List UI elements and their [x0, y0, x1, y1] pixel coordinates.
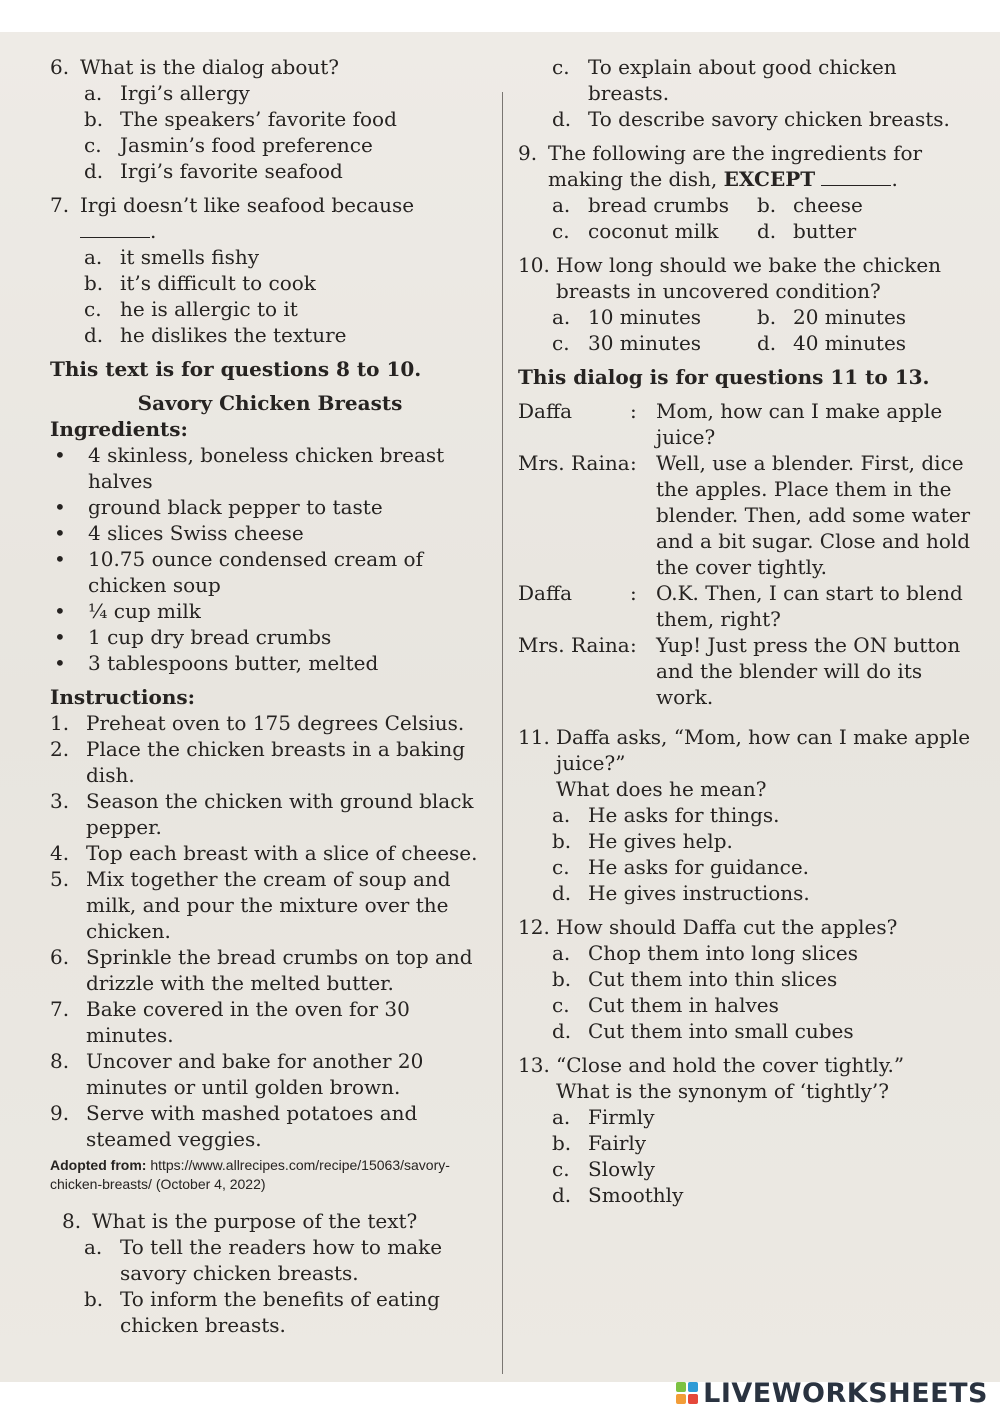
list-item: 8. Uncover and bake for another 20 minutes or until golden brown.	[50, 1049, 424, 1099]
list-item: • 3 tablespoons butter, melted	[54, 651, 379, 675]
dialog-line: Daffa : O.K. Then, I can start to blend them, right?	[518, 581, 963, 631]
liveworksheets-logo-icon	[676, 1382, 698, 1404]
option[interactable]: a. it smells fishy	[84, 245, 260, 269]
option[interactable]: a. Chop them into long slices	[552, 941, 859, 965]
option[interactable]: a. To tell the readers how to make savory chicken breasts.	[84, 1235, 443, 1285]
option[interactable]: a. 10 minutes	[552, 305, 702, 329]
list-item: 9. Serve with mashed potatoes and steamed veggies.	[50, 1101, 418, 1151]
option[interactable]: b. Cut them into thin slices	[552, 967, 838, 991]
question-text: “Close and hold the cover tightly.”	[556, 1053, 905, 1077]
option[interactable]: b. 20 minutes	[757, 305, 907, 329]
column-divider	[502, 92, 503, 1374]
dialog-line: Mrs. Raina : Yup! Just press the ON button and the blender will do its work.	[518, 633, 961, 709]
question-text: What is the purpose of the text?	[92, 1209, 418, 1233]
right-column	[518, 54, 976, 1208]
list-item: 4. Top each breast with a slice of cheese.	[50, 841, 478, 865]
list-item: 1. Preheat oven to 175 degrees Celsius.	[50, 711, 465, 735]
option[interactable]: b. it’s difficult to cook	[84, 271, 316, 295]
question-text: Irgi doesn’t like seafood because .	[80, 193, 415, 243]
recipe-intro: This text is for questions 8 to 10.	[50, 357, 422, 381]
question-6: 6. What is the dialog about? a. Irgi’s allergy b. The speakers’ favorite food c. Jasmin’s food preference d. Irgi’s favorite seafood	[50, 54, 490, 184]
dialog-line: Daffa : Mom, how can I make apple juice?	[518, 399, 943, 449]
question-11: 11. Daffa asks, “Mom, how can I make apple juice?” What does he mean? a. He asks for things. b. He gives help. c. He asks for guidance. d. He gives instructions.	[518, 724, 976, 906]
option[interactable]: b. cheese	[757, 193, 863, 217]
list-item: • 4 slices Swiss cheese	[54, 521, 304, 545]
question-text: Daffa asks, “Mom, how can I make apple juice?”	[556, 725, 971, 775]
list-item: 5. Mix together the cream of soup and milk, and pour the mixture over the chicken.	[50, 867, 451, 943]
question-text: The following are the ingredients for making the dish, EXCEPT .	[548, 141, 923, 191]
question-9: 9. The following are the ingredients for making the dish, EXCEPT . a. bread crumbs b. cheese c. coconut milk d. butter	[518, 140, 976, 244]
option[interactable]: d. Smoothly	[552, 1183, 684, 1207]
option[interactable]: d. Cut them into small cubes	[552, 1019, 854, 1043]
list-item: 3. Season the chicken with ground black pepper.	[50, 789, 474, 839]
option[interactable]: c. Cut them in halves	[552, 993, 779, 1017]
option[interactable]: c. Jasmin’s food preference	[84, 133, 373, 157]
option[interactable]: a. He asks for things.	[552, 803, 780, 827]
option[interactable]: d. He gives instructions.	[552, 881, 810, 905]
option[interactable]: d. To describe savory chicken breasts.	[552, 107, 950, 131]
list-item: • ¼ cup milk	[54, 599, 201, 623]
brand-name: LIVEWORKSHEETS	[703, 1377, 988, 1409]
option[interactable]: c. he is allergic to it	[84, 297, 298, 321]
option[interactable]: d. he dislikes the texture	[84, 323, 347, 347]
option[interactable]: c. coconut milk	[552, 219, 719, 243]
option[interactable]: c. He asks for guidance.	[552, 855, 810, 879]
dialog-intro: This dialog is for questions 11 to 13.	[518, 365, 930, 389]
question-text: What does he mean?	[556, 777, 767, 801]
ingredients-list	[50, 442, 490, 676]
question-8-continued	[518, 54, 976, 132]
question-10: 10. How long should we bake the chicken breasts in uncovered condition? a. 10 minutes b. 20 minutes c. 30 minutes d. 40 minutes	[518, 252, 976, 356]
list-item: 6. Sprinkle the bread crumbs on top and drizzle with the melted butter.	[50, 945, 473, 995]
option[interactable]: b. The speakers’ favorite food	[84, 107, 397, 131]
left-column	[50, 54, 490, 1338]
liveworksheets-brand[interactable]	[676, 1378, 988, 1408]
question-7: 7. Irgi doesn’t like seafood because . a. it smells fishy b. it’s difficult to cook c. he is allergic to it d. he dislikes the texture	[50, 192, 490, 348]
option[interactable]: d. Irgi’s favorite seafood	[84, 159, 343, 183]
question-13: 13. “Close and hold the cover tightly.” What is the synonym of ‘tightly’? a. Firmly b. Fairly c. Slowly d. Smoothly	[518, 1052, 976, 1208]
worksheet-page	[0, 32, 1000, 1382]
answer-blank[interactable]	[80, 221, 150, 238]
question-text: What is the synonym of ‘tightly’?	[556, 1079, 889, 1103]
question-text: How long should we bake the chicken breasts in uncovered condition?	[556, 253, 942, 303]
source-citation: Adopted from: https://www.allrecipes.com/recipe/15063/savory-chicken-breasts/ (October 4, 2022)	[50, 1157, 450, 1192]
dialog-line: Mrs. Raina : Well, use a blender. First, dice the apples. Place them in the blender. Then, add some water and a bit sugar. Close and hold the cover tightly.	[518, 451, 971, 579]
question-text: What is the dialog about?	[80, 55, 340, 79]
option[interactable]: b. Fairly	[552, 1131, 647, 1155]
option[interactable]: c. To explain about good chicken breasts.	[552, 55, 897, 105]
option[interactable]: a. Firmly	[552, 1105, 655, 1129]
option[interactable]: d. 40 minutes	[757, 331, 907, 355]
option[interactable]: a. bread crumbs	[552, 193, 729, 217]
list-item: • 4 skinless, boneless chicken breast halves	[54, 443, 445, 493]
instructions-list	[50, 710, 490, 1152]
dialog	[518, 398, 976, 710]
option[interactable]: b. He gives help.	[552, 829, 733, 853]
option[interactable]: b. To inform the benefits of eating chicken breasts.	[84, 1287, 440, 1337]
answer-blank[interactable]	[821, 169, 891, 186]
question-8: 8. What is the purpose of the text? a. To tell the readers how to make savory chicken breasts. b. To inform the benefits of eating chicken breasts.	[50, 1208, 490, 1338]
question-12: 12. How should Daffa cut the apples? a. Chop them into long slices b. Cut them into thin slices c. Cut them in halves d. Cut them into small cubes	[518, 914, 976, 1044]
list-item: • 1 cup dry bread crumbs	[54, 625, 332, 649]
option[interactable]: c. Slowly	[552, 1157, 655, 1181]
option[interactable]: a. Irgi’s allergy	[84, 81, 250, 105]
recipe-title: Savory Chicken Breasts	[137, 391, 403, 415]
list-item: 7. Bake covered in the oven for 30 minutes.	[50, 997, 410, 1047]
option[interactable]: d. butter	[757, 219, 857, 243]
instructions-heading: Instructions:	[50, 685, 196, 709]
list-item: • ground black pepper to taste	[54, 495, 383, 519]
list-item: 2. Place the chicken breasts in a baking dish.	[50, 737, 466, 787]
list-item: • 10.75 ounce condensed cream of chicken soup	[54, 547, 423, 597]
option[interactable]: c. 30 minutes	[552, 331, 702, 355]
ingredients-heading: Ingredients:	[50, 417, 188, 441]
question-text: How should Daffa cut the apples?	[556, 915, 898, 939]
